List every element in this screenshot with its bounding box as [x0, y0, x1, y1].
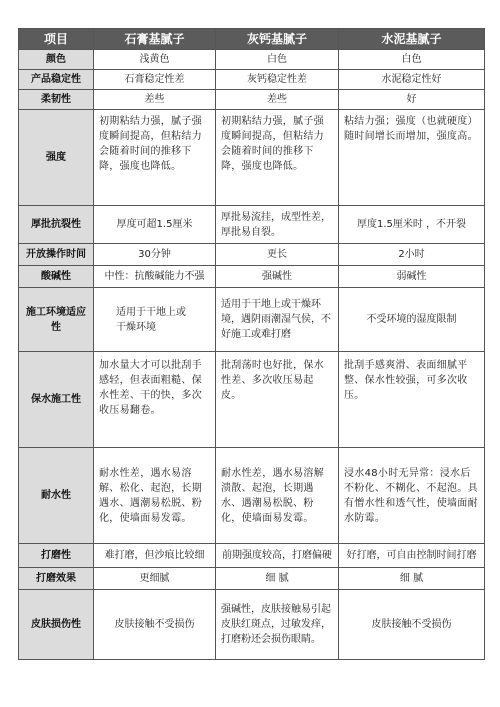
- header-cement-putty: 水泥基腻子: [339, 29, 485, 50]
- cell-lime: 初期粘结力强，腻子强度瞬间提高，但粘结力会随着时间的推移下降，强度也降低。: [216, 110, 339, 206]
- cell-lime: 强碱性，皮肤接触易引起皮肤红斑点，过敏发痒，打磨粉还会损伤眼睛。: [216, 590, 339, 660]
- cell-gypsum: 适用于干地上或干燥环境: [94, 288, 216, 352]
- row-label: 酸碱性: [19, 266, 94, 288]
- cell-gypsum: 浅黄色: [94, 50, 216, 70]
- cell-lime: 细 腻: [216, 568, 339, 590]
- cell-cement: 2小时: [339, 244, 485, 266]
- table-row: [19, 244, 485, 266]
- cell-cement: 白色: [339, 50, 485, 70]
- cell-cement: 弱碱性: [339, 266, 485, 288]
- cell-cement: 皮肤接触不受损伤: [339, 590, 485, 660]
- cell-lime: 更长: [216, 244, 339, 266]
- cell-gypsum: 厚度可超1.5厘米: [94, 206, 216, 244]
- row-label: 厚批抗裂性: [19, 206, 94, 244]
- cell-cement: 浸水48小时无异常：浸水后不粉化、不糊化、不起泡。具有憎水性和透气性，使墙面耐水防霉。: [339, 448, 485, 544]
- cell-cement: 粘结力强；强度（也就硬度）随时间增长而增加，强度高。: [339, 110, 485, 206]
- header-lime-putty: 灰钙基腻子: [216, 29, 339, 50]
- table-row: [19, 266, 485, 288]
- row-label: 皮肤损伤性: [19, 590, 94, 660]
- table-row: [19, 544, 485, 568]
- header-row: [19, 29, 485, 50]
- cell-cement: 细 腻: [339, 568, 485, 590]
- table-row: [19, 70, 485, 90]
- row-label: 产品稳定性: [19, 70, 94, 90]
- table-row: [19, 90, 485, 110]
- cell-lime: 厚批易流挂，成型性差，厚批易自裂。: [216, 206, 339, 244]
- row-label: 柔韧性: [19, 90, 94, 110]
- row-label: 打磨效果: [19, 568, 94, 590]
- cell-lime: 批刮荡时也好批，保水性差、多次收压易起皮。: [216, 352, 339, 448]
- cell-gypsum: 加水量大才可以批刮手感轻，但表面粗糙、保水性差、干的快，多次收压易翻卷。: [94, 352, 216, 448]
- cell-cement: 水泥稳定性好: [339, 70, 485, 90]
- table-row: [19, 110, 485, 206]
- table-row: [19, 206, 485, 244]
- cell-gypsum: 石膏稳定性差: [94, 70, 216, 90]
- cell-gypsum: 30分钟: [94, 244, 216, 266]
- cell-cement: 批刮手感爽滑、表面细腻平整、保水性较强，可多次收压。: [339, 352, 485, 448]
- row-label: 强度: [19, 110, 94, 206]
- comparison-table: [18, 28, 485, 660]
- row-label: 保水施工性: [19, 352, 94, 448]
- table-row: [19, 50, 485, 70]
- cell-gypsum: 皮肤接触不受损伤: [94, 590, 216, 660]
- cell-gypsum: 差些: [94, 90, 216, 110]
- row-label: 施工环境适应性: [19, 288, 94, 352]
- cell-gypsum: 难打磨，但沙痕比较细: [94, 544, 216, 568]
- table-row: [19, 352, 485, 448]
- cell-gypsum: 中性：抗酸碱能力不强: [94, 266, 216, 288]
- cell-lime: 差些: [216, 90, 339, 110]
- table-row: [19, 590, 485, 660]
- cell-lime: 适用于干地上或干燥环境，遇阴雨潮湿气侯，不好施工或难打磨: [216, 288, 339, 352]
- cell-cement: 好: [339, 90, 485, 110]
- cell-lime: 耐水性差，遇水易溶解溃散、起泡，长期遇水、遇潮易松脱、粉化，使墙面易发霉。: [216, 448, 339, 544]
- cell-lime: 前期强度较高，打磨偏硬: [216, 544, 339, 568]
- table-row: [19, 568, 485, 590]
- cell-cement: 好打磨，可自由控制时间打磨: [339, 544, 485, 568]
- cell-gypsum: 更细腻: [94, 568, 216, 590]
- cell-cement: 厚度1.5厘米时 ，不开裂: [339, 206, 485, 244]
- row-label: 打磨性: [19, 544, 94, 568]
- header-item: 项目: [19, 29, 94, 50]
- cell-gypsum: 耐水性差，遇水易溶解、松化、起泡，长期遇水、遇潮易松脱、粉化，使墙面易发霉。: [94, 448, 216, 544]
- table-row: [19, 448, 485, 544]
- row-label: 耐水性: [19, 448, 94, 544]
- cell-lime: 白色: [216, 50, 339, 70]
- table-row: [19, 288, 485, 352]
- row-label: 颜色: [19, 50, 94, 70]
- cell-lime: 强碱性: [216, 266, 339, 288]
- cell-cement: 不受环境的湿度限制: [339, 288, 485, 352]
- cell-gypsum: 初期粘结力强，腻子强度瞬间提高，但粘结力会随着时间的推移下降，强度也降低。: [94, 110, 216, 206]
- header-gypsum-putty: 石膏基腻子: [94, 29, 216, 50]
- row-label: 开放操作时间: [19, 244, 94, 266]
- cell-lime: 灰钙稳定性差: [216, 70, 339, 90]
